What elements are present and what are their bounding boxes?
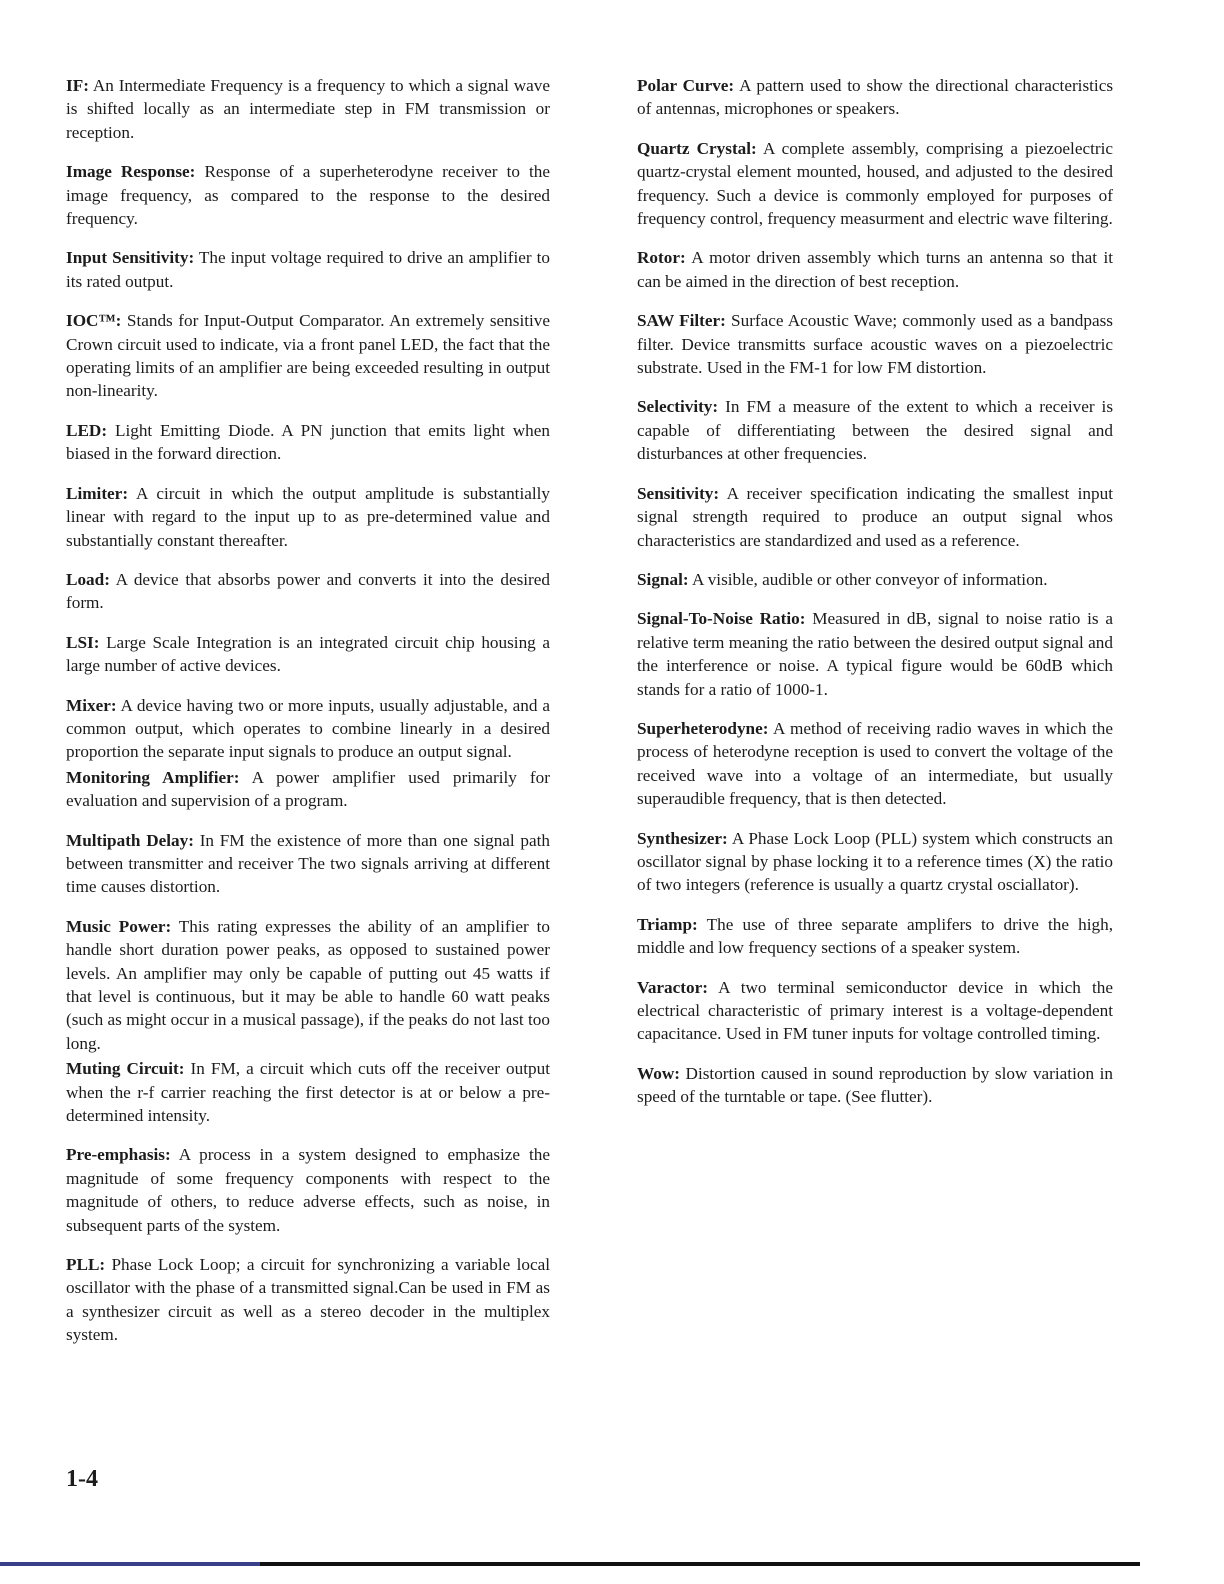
glossary-term: Triamp: <box>637 914 698 934</box>
glossary-term: Muting Circuit: <box>66 1059 185 1079</box>
glossary-term: Varactor: <box>637 977 708 997</box>
glossary-entry-mixer <box>66 694 550 764</box>
glossary-entry-synthesizer <box>637 827 1113 897</box>
glossary-term: Pre-emphasis: <box>66 1145 171 1165</box>
glossary-term: Synthesizer: <box>637 828 728 848</box>
glossary-term: Music Power: <box>66 916 172 936</box>
glossary-entry-lsi <box>66 631 550 678</box>
right-column <box>637 74 1113 1125</box>
glossary-definition: A receiver specification indicating the smallest input signal strength required to produce an output signal whos characteristics are standardized and used as a reference. <box>637 483 1113 550</box>
glossary-term: LSI: <box>66 632 100 652</box>
glossary-term: Selectivity: <box>637 397 719 417</box>
glossary-entry-wow <box>637 1062 1113 1109</box>
glossary-term: IOC™: <box>66 311 122 331</box>
glossary-entry-led <box>66 419 550 466</box>
glossary-entry-superheterodyne <box>637 717 1113 811</box>
glossary-definition: In FM the existence of more than one signal path between transmitter and receiver The two signals arriving at different time causes distortion. <box>66 830 551 897</box>
glossary-term: Input Sensitivity: <box>66 248 195 268</box>
glossary-definition: The use of three separate amplifers to drive the high, middle and low frequency sections of a speaker system. <box>637 914 1113 958</box>
glossary-definition: Distortion caused in sound reproduction by slow variation in speed of the turntable or tape. (See flutter). <box>637 1063 1113 1107</box>
glossary-entry-multipath-delay <box>66 829 550 899</box>
glossary-definition: A device that absorbs power and converts it into the desired form. <box>66 569 550 613</box>
glossary-term: Mixer: <box>66 695 117 715</box>
glossary-definition: A process in a system designed to emphasize the magnitude of some frequency components with respect to the magnitude of others, to reduce adverse effects, such as noise, in subsequent parts of the system. <box>66 1145 550 1235</box>
glossary-entry-monitoring-amplifier <box>66 766 550 813</box>
glossary-definition: Surface Acoustic Wave; commonly used as a bandpass filter. Device transmitts surface acoustic waves on a piezoelectric substrate. Used in the FM-1 for low FM distortion. <box>637 311 1113 378</box>
glossary-entry-signal-to-noise-ratio <box>637 607 1113 701</box>
glossary-entry-sensitivity <box>637 482 1113 552</box>
glossary-definition: Phase Lock Loop; a circuit for synchronizing a variable local oscillator with the phase of a transmitted signal.Can be used in FM as a synthesizer circuit as well as a stereo decoder in the multiplex system. <box>66 1255 551 1345</box>
glossary-definition: A Phase Lock Loop (PLL) system which constructs an oscillator signal by phase locking it to a reference times (X) the ratio of two integers (reference is usually a quartz crystal osciallator). <box>637 828 1113 895</box>
glossary-term: Limiter: <box>66 483 129 503</box>
glossary-entry-image-response <box>66 160 550 230</box>
glossary-entry-ioc <box>66 309 550 403</box>
glossary-term: IF: <box>66 76 89 95</box>
glossary-term: Signal: <box>637 569 689 589</box>
glossary-definition: A method of receiving radio waves in which the process of heterodyne reception is used to convert the voltage of the received wave into a voltage of an intermediate, but usually superaudible frequency, that is then detected. <box>637 718 1113 809</box>
glossary-term: LED: <box>66 420 108 440</box>
glossary-definition: A pattern used to show the directional characteristics of antennas, microphones or speakers. <box>637 76 1114 119</box>
glossary-entry-rotor <box>637 246 1113 293</box>
glossary-definition: Large Scale Integration is an integrated circuit chip housing a large number of active devices. <box>66 632 551 676</box>
glossary-entry-pre-emphasis <box>66 1143 550 1237</box>
glossary-term: Multipath Delay: <box>66 830 194 850</box>
glossary-definition: A complete assembly, comprising a piezoelectric quartz-crystal element mounted, housed, and adjusted to the desired frequency. Such a device is commonly employed for purposes of frequency control, frequency measurment and electric wave filtering. <box>637 138 1113 229</box>
glossary-entry-signal <box>637 568 1113 591</box>
glossary-term: Signal-To-Noise Ratio: <box>637 609 806 629</box>
glossary-term: Image Response: <box>66 162 196 182</box>
glossary-term: Quartz Crystal: <box>637 138 757 158</box>
glossary-term: Sensitivity: <box>637 483 720 503</box>
glossary-entry-muting-circuit <box>66 1057 550 1127</box>
glossary-definition: A motor driven assembly which turns an antenna so that it can be aimed in the direction of best reception. <box>637 248 1113 291</box>
glossary-entry-polar-curve <box>637 74 1113 121</box>
glossary-term: Monitoring Amplifier: <box>66 767 240 787</box>
glossary-definition: Measured in dB, signal to noise ratio is a relative term meaning the ratio between the desired output signal and the interference or noise. A typical figure would be 60dB which stands for a ratio of 1000-1. <box>637 609 1113 699</box>
glossary-term: Polar Curve: <box>637 76 735 95</box>
glossary-entry-limiter <box>66 482 550 552</box>
glossary-entry-music-power <box>66 915 550 1055</box>
glossary-definition: A circuit in which the output amplitude is substantially linear with regard to the input up to as pre-determined value and substantially constant thereafter. <box>66 483 550 550</box>
glossary-term: Wow: <box>637 1063 680 1083</box>
page-number: 1-4 <box>66 1466 98 1492</box>
glossary-definition: Stands for Input-Output Comparator. An extremely sensitive Crown circuit used to indicate, via a front panel LED, the fact that the operating limits of an amplifier are being exceeded resulting in output non-linearity. <box>66 311 550 401</box>
glossary-entry-quartz-crystal <box>637 137 1113 231</box>
glossary-definition: A device having two or more inputs, usually adjustable, and a common output, which operates to combine linearly in a desired proportion the separate input signals to produce an output signal. <box>66 695 550 762</box>
glossary-term: Superheterodyne: <box>637 718 769 738</box>
left-column <box>66 74 550 1363</box>
glossary-definition: Light Emitting Diode. A PN junction that emits light when biased in the forward direction. <box>66 420 551 464</box>
glossary-term: Rotor: <box>637 248 686 268</box>
glossary-term: SAW Filter: <box>637 311 726 331</box>
glossary-entry-input-sensitivity <box>66 246 550 293</box>
glossary-entry-load <box>66 568 550 615</box>
glossary-definition: In FM, a circuit which cuts off the receiver output when the r-f carrier reaching the first detector is at or below a pre-determined intensity. <box>66 1059 550 1126</box>
bottom-rule-accent <box>0 1562 260 1566</box>
glossary-entry-varactor <box>637 976 1113 1046</box>
glossary-entry-selectivity <box>637 395 1113 465</box>
glossary-definition: The input voltage required to drive an amplifier to its rated output. <box>66 248 550 291</box>
glossary-definition: A two terminal semiconductor device in which the electrical characteristic of primary interest is a voltage-dependent capacitance. Used in FM tuner inputs for voltage controlled timing. <box>637 977 1113 1044</box>
glossary-definition: A power amplifier used primarily for evaluation and supervision of a program. <box>66 767 550 811</box>
glossary-entry-saw-filter <box>637 309 1113 379</box>
glossary-entry-if <box>66 74 550 144</box>
glossary-definition: In FM a measure of the extent to which a receiver is capable of differentiating between the desired signal and disturbances at other frequencies. <box>637 397 1114 464</box>
glossary-definition: Response of a superheterodyne receiver to the image frequency, as compared to the response to the desired frequency. <box>66 162 551 229</box>
glossary-term: Load: <box>66 569 110 589</box>
glossary-definition: A visible, audible or other conveyor of information. <box>691 569 1048 589</box>
glossary-term: PLL: <box>66 1255 106 1275</box>
glossary-definition: An Intermediate Frequency is a frequency to which a signal wave is shifted locally as an intermediate step in FM transmission or reception. <box>66 76 550 142</box>
glossary-entry-triamp <box>637 913 1113 960</box>
glossary-definition: This rating expresses the ability of an amplifier to handle short duration power peaks, as opposed to sustained power levels. An amplifier may only be capable of putting out 45 watts if that level is continuous, but it may be able to handle 60 watt peaks (such as might occur in a musical passage), if the peaks do not last too long. <box>66 916 550 1053</box>
glossary-entry-pll <box>66 1253 550 1347</box>
